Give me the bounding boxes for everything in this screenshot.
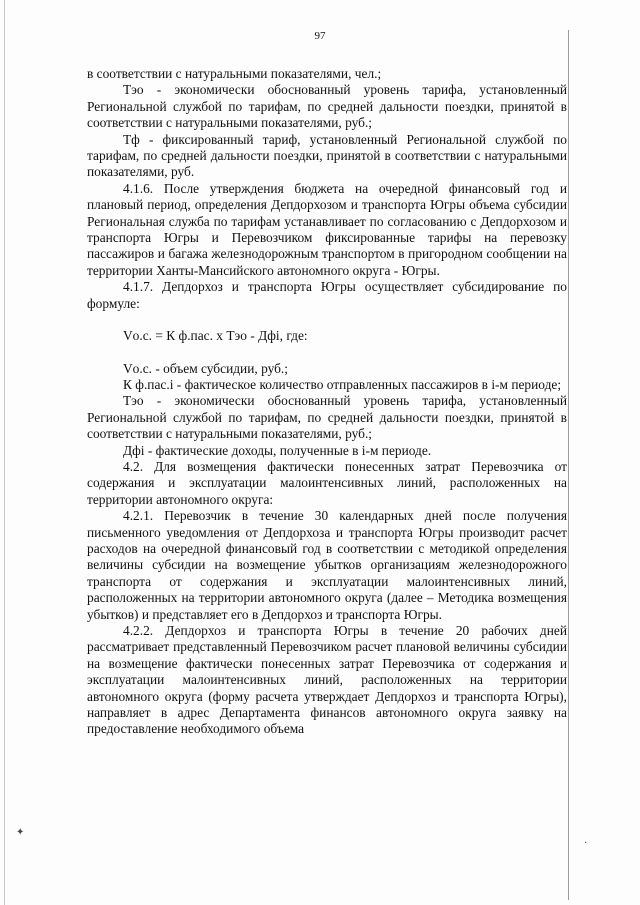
page-number: 97 xyxy=(314,30,326,42)
subsidy-formula: Vо.с. = К ф.пас. х Тэо - Дфi, где: xyxy=(123,328,308,344)
paragraph-units-line: в соответствии с натуральными показателями, чел.; xyxy=(87,66,382,81)
paragraph-4-2: 4.2. Для возмещения фактически понесенных затрат Перевозчика от содержания и эксплуатации малоинтенсивных линий, расположенных на территории автономного округа: xyxy=(87,458,567,507)
document-body xyxy=(87,66,567,738)
paragraph-tf-definition: Тф - фиксированный тариф, установленный Региональной службой по тарифам, по средней дальности поездки, принятой в соответствии с натуральными показателями, руб. xyxy=(87,131,567,180)
paragraph-4-2-1: 4.2.1. Перевозчик в течение 30 календарных дней после получения письменного уведомления от Депдорхоза и транспорта Югры производит расчет расходов на очередной финансовый год в соответствии с методикой определения величины субсидии на возмещение убытков организациям железнодорожного транспорта от содержания и эксплуатации малоинтенсивных линий, расположенных на территории автономного округа (далее – Методика возмещения убытков) и представляет его в Депдорхоз и транспорта Югры. xyxy=(87,508,567,622)
paragraph-4-1-7: 4.1.7. Депдорхоз и транспорта Югры осуществляет субсидирование по формуле: xyxy=(87,279,567,311)
paragraph-4-2-2: 4.2.2. Депдорхоз и транспорта Югры в течение 20 рабочих дней рассматривает представленный Перевозчиком расчет плановой величины субсидии на возмещение фактически понесенных затрат Перевозчика от содержания и эксплуатации малоинтенсивных линий, расположенных на территории автономного округа (форму расчета утверждает Депдорхоз и транспорта Югры), направляет в адрес Департамента финансов автономного округа заявку на предоставление необходимого объема xyxy=(87,623,567,737)
paragraph-vos-definition: Vо.с. - объем субсидии, руб.; xyxy=(123,360,288,376)
scan-edge-right xyxy=(568,30,569,900)
paragraph-dfi-definition: Дфi - фактические доходы, полученные в i-м периоде. xyxy=(123,442,432,458)
paragraph-kfpas-definition: К ф.пас.i - фактическое количество отправленных пассажиров в i-м периоде; xyxy=(123,376,562,392)
scan-speck-mark: · xyxy=(584,838,588,849)
paragraph-4-1-6: 4.1.6. После утверждения бюджета на очередной финансовый год и плановый период, определения Депдорхозом и транспорта Югры объема субсидии Региональная служба по тарифам устанавливает по согласованию с Депдорхозом и транспорта Югры и Перевозчиком фиксированные тарифы на перевозку пассажиров и багажа железнодорожным транспортом в пригородном сообщении на территории Ханты-Мансийского автономного округа - Югры. xyxy=(87,180,567,278)
paragraph-teo-definition: Тэо - экономически обоснованный уровень тарифа, установленный Региональной службой по тарифам, по средней дальности поездки, принятой в соответствии с натуральными показателями, руб.; xyxy=(87,82,567,131)
scan-speck-mark: ✦ xyxy=(16,827,25,838)
scan-edge-left xyxy=(4,0,5,905)
paragraph-teo-definition-2: Тэо - экономически обоснованный уровень тарифа, установленный Региональной службой по тарифам, по средней дальности поездки, принятой в соответствии с натуральными показателями, руб.; xyxy=(87,393,567,442)
